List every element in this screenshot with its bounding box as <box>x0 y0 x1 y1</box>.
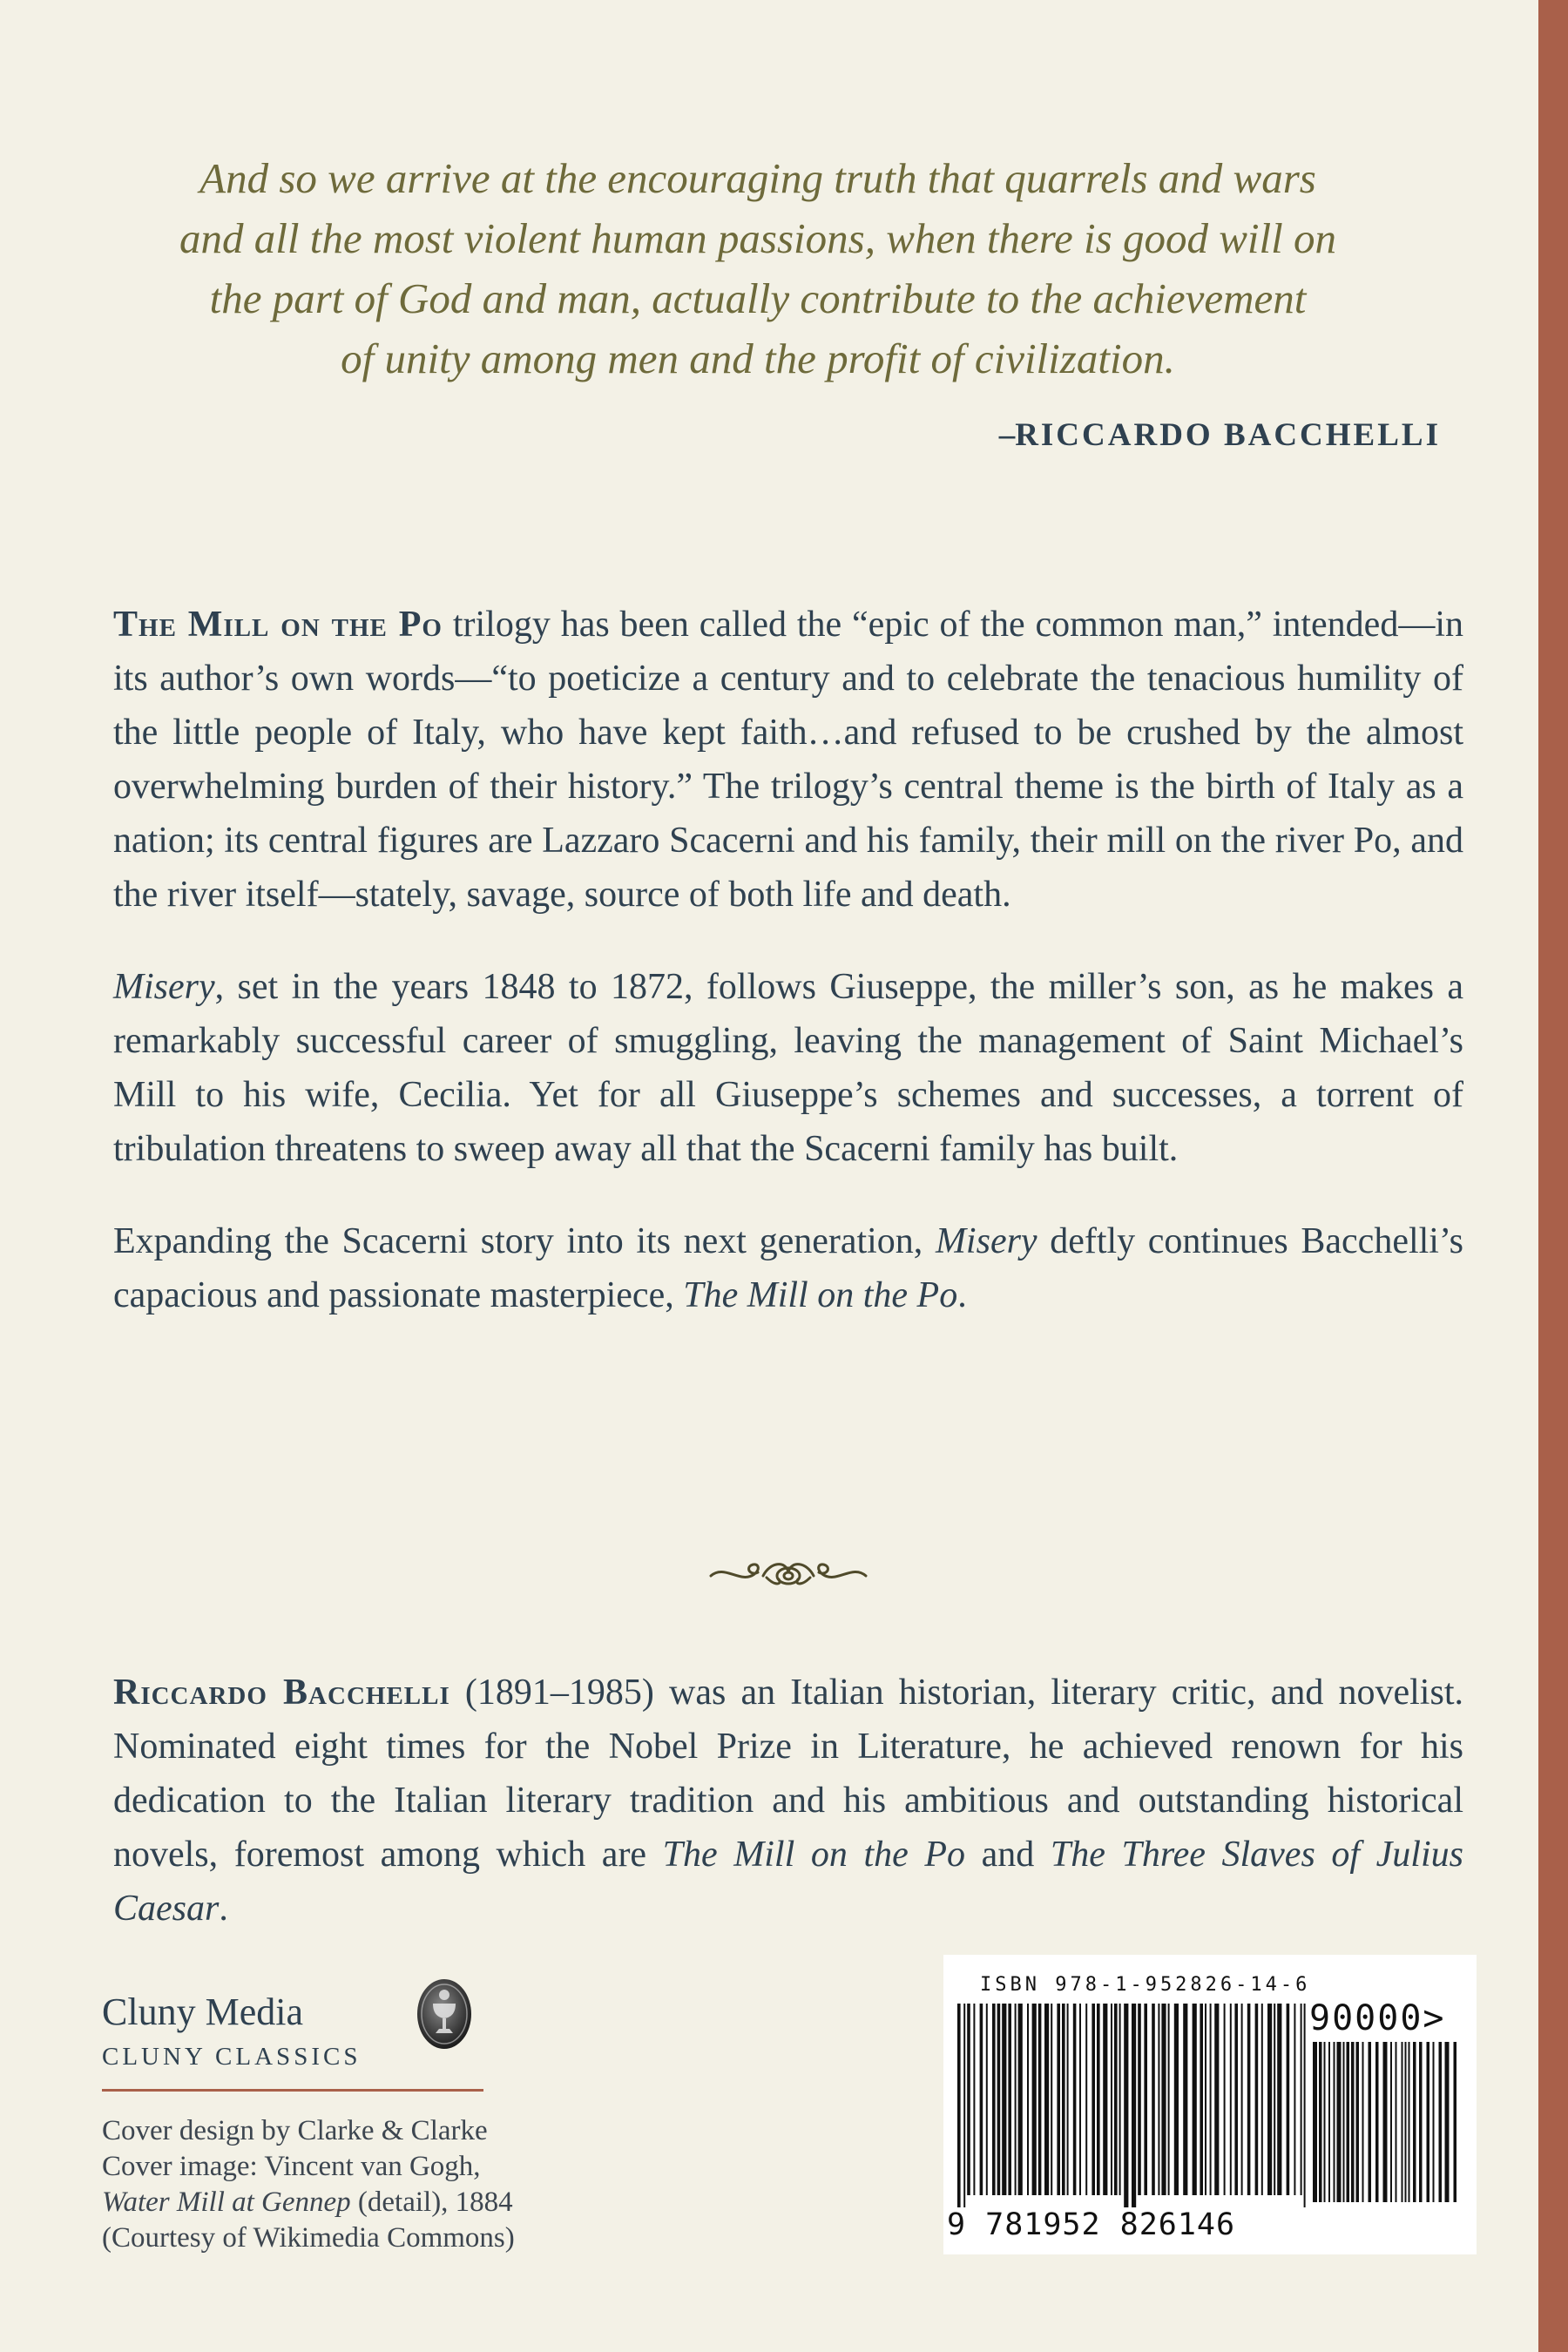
barcode-bar <box>980 2004 983 2195</box>
barcode-bar <box>1445 2042 1450 2202</box>
barcode-bar <box>1092 2004 1095 2195</box>
barcode-bar <box>1230 2004 1232 2195</box>
spine-stripe <box>1538 0 1568 2352</box>
barcode-bar <box>1015 2004 1017 2195</box>
barcode-bar <box>1205 2004 1206 2195</box>
addon-barcode-bars <box>1313 2042 1470 2204</box>
barcode-bar <box>1390 2042 1392 2202</box>
barcode-bar <box>1132 2004 1136 2207</box>
barcode-bar <box>1277 2004 1281 2195</box>
barcode-bar <box>1337 2042 1342 2202</box>
barcode-bar <box>997 2004 1001 2195</box>
book-title-italic: The Mill on the Po <box>662 1835 966 1875</box>
barcode-bar <box>1114 2004 1118 2195</box>
barcode-bar <box>1343 2042 1345 2202</box>
barcode-bar <box>957 2004 961 2207</box>
barcode-bar <box>1174 2004 1179 2195</box>
barcode-bar <box>1402 2042 1403 2202</box>
epigraph <box>131 148 1385 389</box>
barcode-bar <box>1057 2004 1060 2195</box>
barcode-bar <box>1413 2042 1416 2202</box>
barcode-bar <box>1158 2004 1159 2195</box>
barcode-bar <box>1433 2042 1435 2202</box>
barcode-bar <box>1304 2004 1306 2207</box>
barcode-bar <box>1247 2004 1251 2195</box>
barcode-bar <box>986 2004 988 2195</box>
isbn-label: ISBN 978-1-952826-14-6 <box>980 1974 1311 1996</box>
barcode-bar <box>1067 2004 1069 2195</box>
barcode-bar <box>1301 2004 1302 2195</box>
book-title-italic: Misery <box>935 1221 1037 1261</box>
barcode-bar <box>1008 2004 1011 2195</box>
barcode-bar <box>1419 2042 1423 2202</box>
barcode-bar <box>1261 2004 1263 2195</box>
barcode-bar <box>1144 2004 1147 2195</box>
epigraph-attribution <box>999 416 1441 454</box>
cover-credits <box>102 2113 555 2256</box>
barcode-bar <box>1234 2004 1238 2195</box>
paragraph-text: trilogy has been called the “epic of the common man,” intended—in its author’s own words—“to poeticize a century and to celebrate the tenacious humility of the little people of Italy, who have kept faith…and refused to be crushed by the almost overwhelming burden of their history.” The trilogy’s central theme is the birth of Italy as a nation; its central figures are Lazzaro Scacerni and his family, their mill on the river Po, and the river itself—stately, savage, source of both life and death. <box>113 605 1463 915</box>
attribution-name: RICCARDO BACCHELLI <box>1015 417 1441 453</box>
barcode-bar <box>1287 2004 1290 2195</box>
barcode-bar <box>1214 2004 1219 2195</box>
barcode-bar <box>1079 2004 1081 2195</box>
isbn-barcode <box>943 1955 1477 2254</box>
barcode-bar <box>1018 2004 1023 2195</box>
barcode-bar <box>1362 2042 1364 2202</box>
epigraph-line: of unity among men and the profit of civilization. <box>341 335 1175 382</box>
chalice-seal-icon <box>416 1977 473 2051</box>
barcode-bar <box>1103 2004 1107 2195</box>
barcode-bar <box>1409 2042 1410 2202</box>
barcode-digits: 9 781952 826146 <box>947 2207 1236 2242</box>
epigraph-line: and all the most violent human passions, when there is good will on <box>179 214 1336 262</box>
barcode-bar <box>1119 2004 1121 2195</box>
design-credit: Cover design by Clarke & Clarke <box>102 2115 488 2146</box>
barcode-bar <box>1032 2004 1037 2195</box>
epigraph-line: And so we arrive at the encouraging truth that quarrels and wars <box>199 154 1316 202</box>
barcode-bar <box>1255 2004 1259 2195</box>
description-paragraph <box>113 1214 1463 1322</box>
image-credit-prefix: Cover image: Vincent van Gogh, <box>102 2151 481 2182</box>
barcode-bar <box>1274 2004 1275 2195</box>
publisher-name: Cluny Media <box>102 1990 303 2033</box>
barcode-bar <box>1124 2004 1128 2207</box>
barcode-bar <box>967 2004 970 2195</box>
epigraph-line: the part of God and man, actually contribute to the achievement <box>209 274 1307 322</box>
barcode-bar <box>1044 2004 1049 2195</box>
author-name-smallcaps: Riccardo Bacchelli <box>113 1673 450 1713</box>
author-bio <box>113 1666 1463 1936</box>
barcode-bar <box>1427 2042 1430 2202</box>
barcode-bar <box>1152 2004 1155 2195</box>
barcode-bar <box>1356 2042 1360 2202</box>
barcode-bar <box>1351 2042 1355 2202</box>
description-paragraph <box>113 960 1463 1176</box>
barcode-bar <box>1224 2004 1226 2195</box>
barcode-bar <box>1027 2004 1029 2195</box>
barcode-bar <box>1396 2042 1397 2202</box>
image-credit-suffix: (detail), 1884 <box>350 2186 513 2218</box>
barcode-bar <box>1347 2042 1350 2202</box>
barcode-bar <box>1383 2042 1388 2202</box>
barcode-bar <box>1183 2004 1187 2195</box>
barcode-bar <box>1161 2004 1166 2195</box>
paragraph-text: deftly continues Bacchelli’s capacious and passionate masterpiece, <box>113 1221 1463 1315</box>
barcode-bar <box>1062 2004 1065 2195</box>
barcode-bar <box>963 2004 965 2207</box>
barcode-bar <box>1324 2042 1326 2202</box>
barcode-bar <box>1405 2042 1407 2202</box>
barcode-bar <box>1085 2004 1087 2195</box>
painting-title: Water Mill at Gennep <box>102 2186 351 2218</box>
barcode-bar <box>1369 2042 1372 2202</box>
barcode-bar <box>973 2004 975 2195</box>
barcode-bar <box>1454 2042 1457 2202</box>
bio-text: and <box>965 1835 1051 1875</box>
book-title-smallcaps: The Mill on the Po <box>113 605 443 645</box>
barcode-bar <box>1241 2004 1243 2195</box>
barcode-bar <box>1002 2004 1006 2195</box>
barcode-bar <box>1439 2042 1443 2202</box>
flourish-ornament-icon <box>706 1546 871 1600</box>
price-code: 90000> <box>1309 1998 1446 2038</box>
barcode-bar <box>1200 2004 1203 2195</box>
barcode-bar <box>1073 2004 1077 2195</box>
barcode-bar <box>1328 2042 1330 2202</box>
barcode-bar <box>1168 2004 1170 2195</box>
description-paragraph <box>113 598 1463 922</box>
barcode-bar <box>1267 2004 1272 2195</box>
barcode-bar <box>1111 2004 1112 2195</box>
barcode-bar <box>1319 2042 1322 2202</box>
barcode-bar <box>1375 2042 1379 2202</box>
book-title-italic: Misery <box>113 967 215 1007</box>
book-title-italic: The Three Slaves of Julius Caesar <box>113 1835 1463 1929</box>
bio-text: (1891–1985) was an Italian historian, literary critic, and novelist. Nominated eight times for the Nobel Prize in Literature, he achieved renown for his dedication to the Italian literary tradition and his ambitious and outstanding historical novels, foremost among which are <box>113 1673 1463 1875</box>
attribution-dash: – <box>998 417 1016 453</box>
barcode-bar <box>1210 2004 1212 2195</box>
ean-barcode-bars <box>957 2004 1306 2209</box>
barcode-bar <box>1051 2004 1052 2195</box>
courtesy-credit: (Courtesy of Wikimedia Commons) <box>102 2222 515 2254</box>
barcode-bar <box>1294 2004 1295 2195</box>
bio-text: . <box>219 1889 228 1929</box>
publisher-rule <box>102 2089 483 2092</box>
barcode-bar <box>1097 2004 1100 2195</box>
paragraph-text: Expanding the Scacerni story into its next generation, <box>113 1221 936 1261</box>
paragraph-text: , set in the years 1848 to 1872, follows Giuseppe, the miller’s son, as he makes a remarkably successful career of smuggling, leaving the management of Saint Michael’s Mill to his wife, Cecilia. Yet for all Giuseppe’s schemes and successes, a torrent of tribulation threatens to sweep away all that the Scacerni family has built. <box>113 967 1463 1169</box>
book-title-italic: The Mill on the Po <box>683 1275 958 1315</box>
paragraph-text: . <box>957 1275 967 1315</box>
barcode-bar <box>1313 2042 1317 2202</box>
image-credit <box>102 2149 555 2220</box>
bio-paragraph <box>113 1666 1463 1936</box>
barcode-bar <box>1038 2004 1042 2195</box>
series-name: CLUNY CLASSICS <box>102 2043 362 2071</box>
barcode-bar <box>1193 2004 1197 2195</box>
barcode-bar <box>992 2004 996 2195</box>
description <box>113 598 1463 1361</box>
barcode-bar <box>1138 2004 1141 2195</box>
barcode-bar <box>1334 2042 1335 2202</box>
